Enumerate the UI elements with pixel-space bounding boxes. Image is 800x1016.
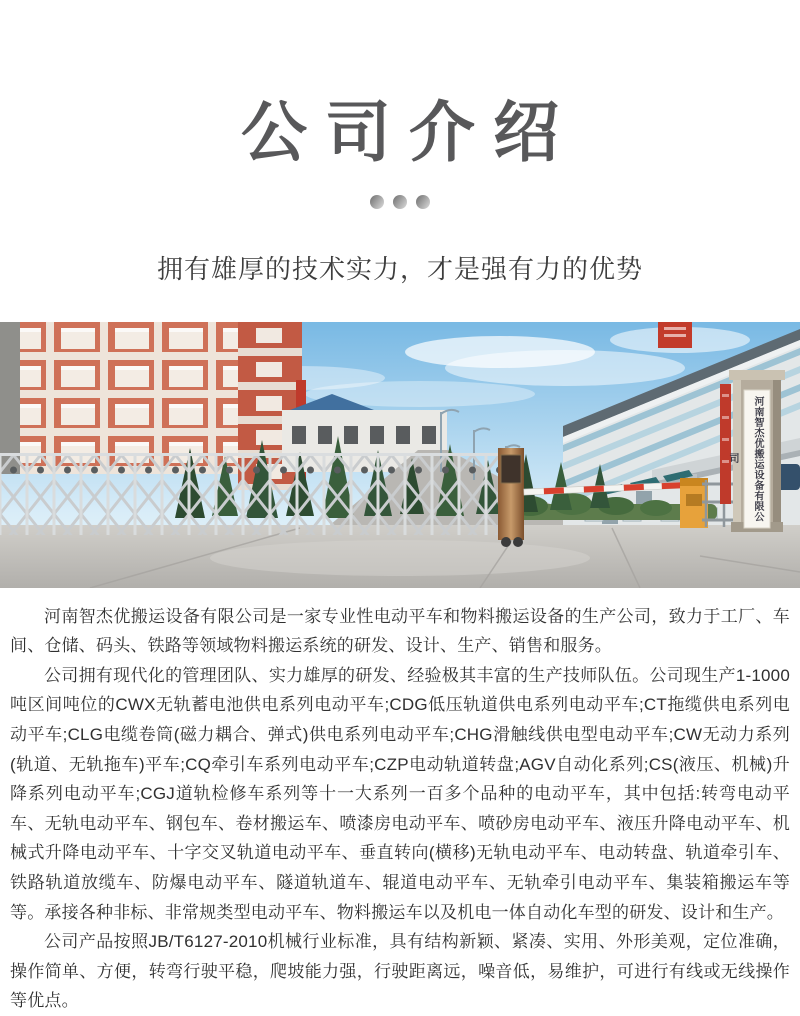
- photo-gate-post: [498, 448, 524, 547]
- dot-icon: [416, 195, 430, 209]
- company-photo: [0, 322, 800, 588]
- gate-sign-text: 河南智杰优搬运设备有限公司: [727, 395, 763, 522]
- photo-retractable-gate: [0, 453, 506, 535]
- company-description: [0, 588, 800, 1016]
- dot-icon: [393, 195, 407, 209]
- divider-dots-icon: [0, 195, 800, 209]
- paragraph-overview: 河南智杰优搬运设备有限公司是一家专业性电动平车和物料搬运设备的生产公司，致力于工厂、车间、仓储、码头、铁路等领域物料搬运系统的研发、设计、生产、销售和服务。: [10, 606, 790, 656]
- paragraph-products: 公司拥有现代化的管理团队、实力雄厚的研发、经验极其丰富的生产技师队伍。公司现生产1-1000吨区间吨位的CWX无轨蓄电池供电系列电动平车;CDG低压轨道供电系列电动平车;CT拖缆供电系列电动平车;CLG电缆卷筒(磁力耦合、弹式)供电系列电动平车;CHG滑触线供电型电动平车;CW无动力系列(轨道、无轨拖车)平车;CQ牵引车系列电动平车;CZP电动轨道转盘;AGV自动化系列;CS(液压、机械)升降系列电动平车;CGJ道轨检修车系列等十一大系列一百多个品种的电动平车，其中包括:转弯电动平车、无轨电动平车、钢包车、卷材搬运车、喷漆房电动平车、喷砂房电动平车、液压升降电动平车、机械式升降电动平车、十字交叉轨道电动平车、垂直转向(横移)无轨电动平车、电动转盘、轨道牵引车、铁路轨道放缆车、防爆电动平车、隧道轨道车、辊道电动平车、无轨牵引电动平车、集装箱搬运车等等。承接各种非标、非常规类型电动平车、物料搬运车以及机电一体自动化车型的研发、设计和生产。: [10, 665, 790, 922]
- photo-illustration: [0, 322, 800, 588]
- page-subtitle: 拥有雄厚的技术实力，才是强有力的优势: [156, 253, 643, 284]
- paragraph-standards: 公司产品按照JB/T6127-2010机械行业标准，具有结构新颖、紧凑、实用、外形美观，定位准确，操作简单、方便，转弯行驶平稳，爬坡能力强，行驶距离远，噪音低，易维护，可进行有线或无线操作等优点。: [10, 932, 790, 1011]
- page-title: 公司介绍: [241, 95, 577, 169]
- dot-icon: [370, 195, 384, 209]
